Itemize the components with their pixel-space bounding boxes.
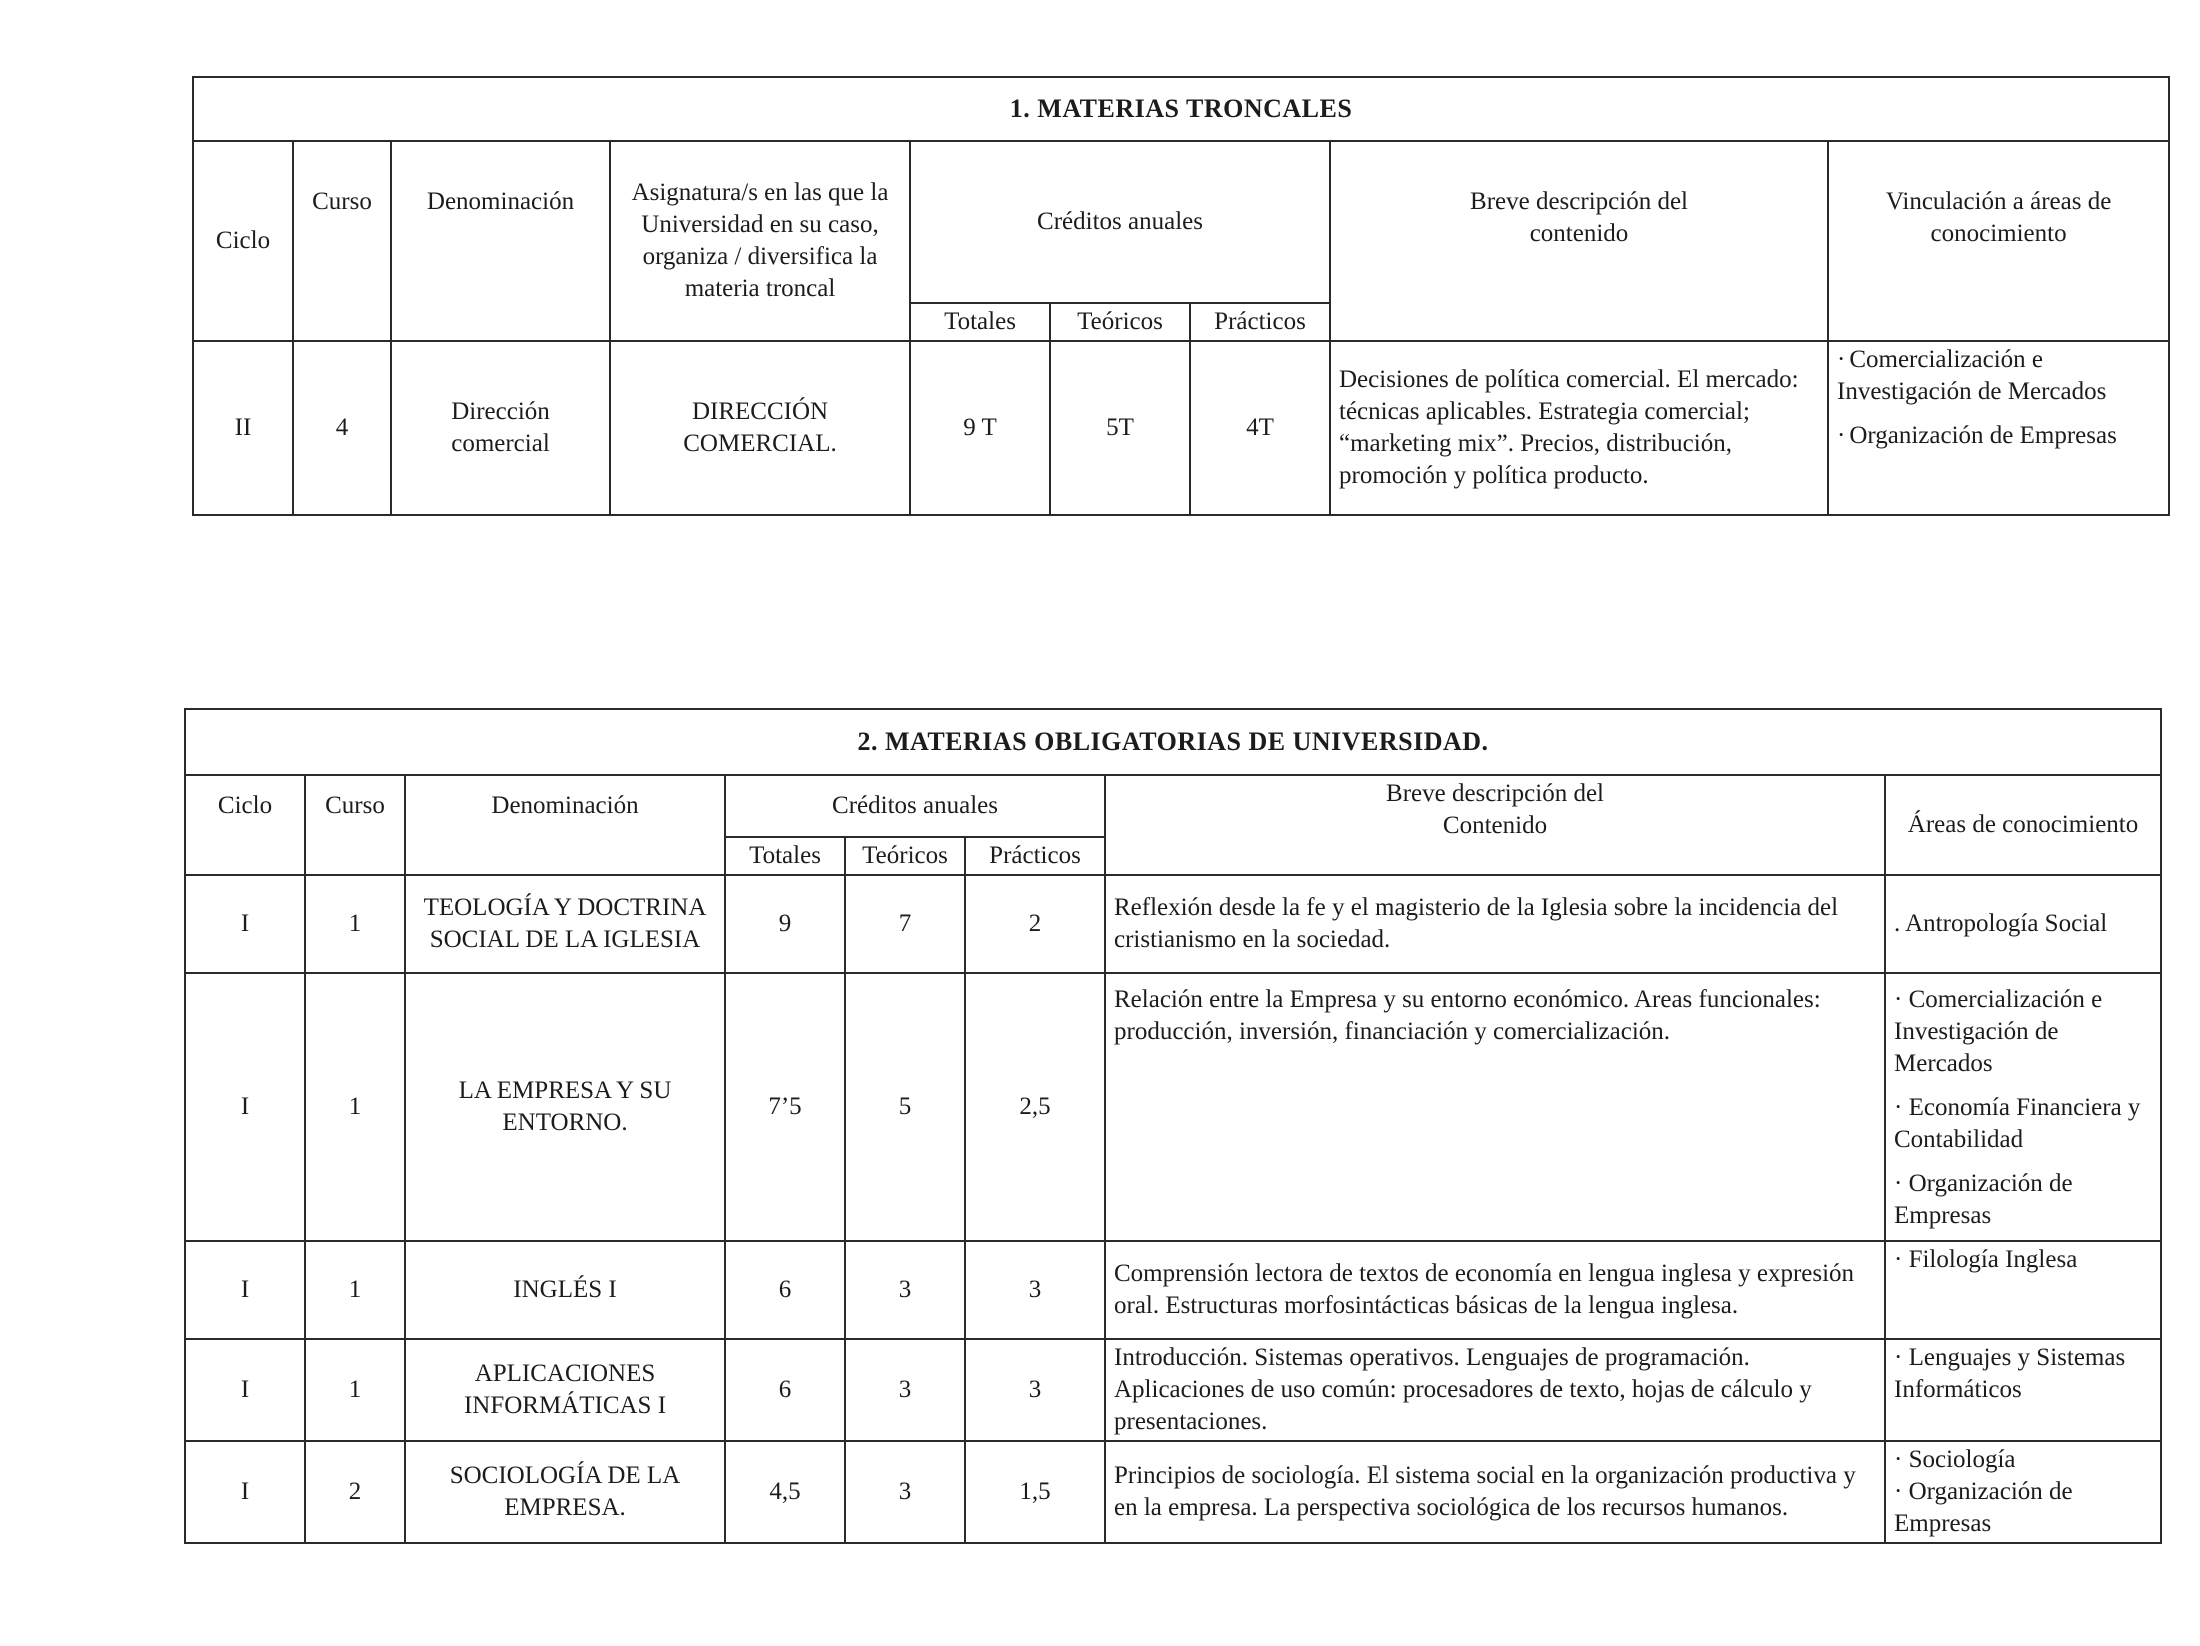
header-denominacion: Denominación [405, 775, 725, 875]
header-descripcion-line1: Breve descripción del [1470, 188, 1688, 215]
header-vinculacion-line1: Vinculación a áreas de [1885, 188, 2112, 215]
cell-curso: 1 [305, 973, 405, 1241]
header-curso: Curso [293, 141, 391, 341]
cell-descripcion: Relación entre la Empresa y su entorno económico. Areas funcionales: producción, inversión, financiación y comercialización. [1105, 973, 1885, 1241]
header-descripcion-line1: Breve descripción del [1386, 780, 1604, 807]
header-ciclo: Ciclo [185, 775, 305, 875]
cell-ciclo: I [185, 973, 305, 1241]
cell-teoricos: 3 [845, 1241, 965, 1339]
header-vinculacion [1828, 141, 2169, 341]
cell-ciclo: I [185, 875, 305, 973]
cell-teoricos: 5T [1050, 341, 1190, 515]
area-item-label: Comercialización e Investigación de Mercados [1837, 346, 2107, 405]
header-descripcion-line2: contenido [1529, 220, 1629, 247]
cell-practicos: 2 [965, 875, 1105, 973]
area-item: . Antropología Social [1894, 910, 2108, 937]
cell-curso: 1 [305, 1241, 405, 1339]
area-item-label: Organización de Empresas [1849, 422, 2117, 449]
area-item: · Comercialización e Investigación de Mercados [1894, 986, 2103, 1077]
cell-curso: 4 [293, 341, 391, 515]
materias-troncales-table [192, 76, 2170, 516]
cell-areas [1885, 1339, 2161, 1441]
cell-practicos: 3 [965, 1241, 1105, 1339]
header-practicos: Prácticos [965, 837, 1105, 875]
area-item: · Organización de Empresas [1837, 422, 2117, 449]
cell-totales: 4,5 [725, 1441, 845, 1543]
cell-descripcion: Introducción. Sistemas operativos. Lenguajes de programación. Aplicaciones de uso común: procesadores de texto, hojas de cálculo y presentaciones. [1105, 1339, 1885, 1441]
cell-practicos: 3 [965, 1339, 1105, 1441]
cell-totales: 9 [725, 875, 845, 973]
materias-obligatorias-table [184, 708, 2162, 1544]
table-row [185, 973, 2161, 1241]
cell-practicos: 4T [1190, 341, 1330, 515]
cell-curso: 2 [305, 1441, 405, 1543]
cell-denominacion: TEOLOGÍA Y DOCTRINA SOCIAL DE LA IGLESIA [405, 875, 725, 973]
cell-denominacion: APLICACIONES INFORMÁTICAS I [405, 1339, 725, 1441]
cell-curso: 1 [305, 1339, 405, 1441]
area-item: · Organización de Empresas [1894, 1170, 2073, 1229]
cell-descripcion: Decisiones de política comercial. El mercado: técnicas aplicables. Estrategia comercial; “marketing mix”. Precios, distribución, promoción y política producto. [1330, 341, 1828, 515]
header-teoricos: Teóricos [845, 837, 965, 875]
header-vinculacion-line2: conocimiento [1930, 220, 2067, 247]
cell-ciclo: II [193, 341, 293, 515]
area-item: · Sociología [1894, 1446, 2016, 1473]
area-item: · Organización de Empresas [1894, 1478, 2073, 1537]
cell-totales: 9 T [910, 341, 1050, 515]
cell-teoricos: 3 [845, 1339, 965, 1441]
cell-denominacion: Dirección comercial [391, 341, 610, 515]
cell-totales: 6 [725, 1339, 845, 1441]
table-row [185, 875, 2161, 973]
header-descripcion-line2: Contenido [1442, 812, 1548, 839]
header-practicos: Prácticos [1190, 303, 1330, 341]
cell-totales: 6 [725, 1241, 845, 1339]
cell-areas [1885, 1241, 2161, 1339]
header-descripcion [1330, 141, 1828, 341]
cell-denominacion: LA EMPRESA Y SU ENTORNO. [405, 973, 725, 1241]
table1-title: 1. MATERIAS TRONCALES [193, 77, 2169, 141]
table-row [185, 1339, 2161, 1441]
cell-areas [1885, 1441, 2161, 1543]
cell-denominacion: INGLÉS I [405, 1241, 725, 1339]
header-creditos: Créditos anuales [910, 141, 1330, 303]
cell-practicos: 2,5 [965, 973, 1105, 1241]
table2-title: 2. MATERIAS OBLIGATORIAS DE UNIVERSIDAD. [185, 709, 2161, 775]
header-areas: Áreas de conocimiento [1885, 775, 2161, 875]
area-item: · Lenguajes y Sistemas Informáticos [1894, 1344, 2126, 1403]
header-teoricos: Teóricos [1050, 303, 1190, 341]
header-descripcion [1105, 775, 1885, 875]
table-row [193, 341, 2169, 515]
cell-areas [1828, 341, 2169, 515]
cell-descripcion: Comprensión lectora de textos de economía en lengua inglesa y expresión oral. Estructuras morfosintácticas básicas de la lengua inglesa. [1105, 1241, 1885, 1339]
cell-teoricos: 7 [845, 875, 965, 973]
header-asignaturas: Asignatura/s en las que la Universidad en su caso, organiza / diversifica la materia troncal [610, 141, 910, 341]
cell-denominacion: SOCIOLOGÍA DE LA EMPRESA. [405, 1441, 725, 1543]
cell-teoricos: 3 [845, 1441, 965, 1543]
area-item: · Comercialización e Investigación de Mercados [1837, 346, 2107, 405]
cell-totales: 7’5 [725, 973, 845, 1241]
area-item: · Economía Financiera y Contabilidad [1894, 1094, 2141, 1153]
cell-ciclo: I [185, 1441, 305, 1543]
cell-practicos: 1,5 [965, 1441, 1105, 1543]
cell-teoricos: 5 [845, 973, 965, 1241]
cell-descripcion: Reflexión desde la fe y el magisterio de la Iglesia sobre la incidencia del cristianismo en la sociedad. [1105, 875, 1885, 973]
area-item: · Filología Inglesa [1894, 1246, 2078, 1273]
table-row [185, 1241, 2161, 1339]
header-creditos: Créditos anuales [725, 775, 1105, 837]
cell-ciclo: I [185, 1339, 305, 1441]
table-row [185, 1441, 2161, 1543]
cell-ciclo: I [185, 1241, 305, 1339]
header-curso: Curso [305, 775, 405, 875]
cell-curso: 1 [305, 875, 405, 973]
header-totales: Totales [910, 303, 1050, 341]
cell-asignatura: DIRECCIÓN COMERCIAL. [610, 341, 910, 515]
cell-areas [1885, 875, 2161, 973]
cell-areas [1885, 973, 2161, 1241]
header-denominacion: Denominación [391, 141, 610, 341]
header-totales: Totales [725, 837, 845, 875]
cell-descripcion: Principios de sociología. El sistema social en la organización productiva y en la empresa. La perspectiva sociológica de los recursos humanos. [1105, 1441, 1885, 1543]
header-ciclo: Ciclo [193, 141, 293, 341]
